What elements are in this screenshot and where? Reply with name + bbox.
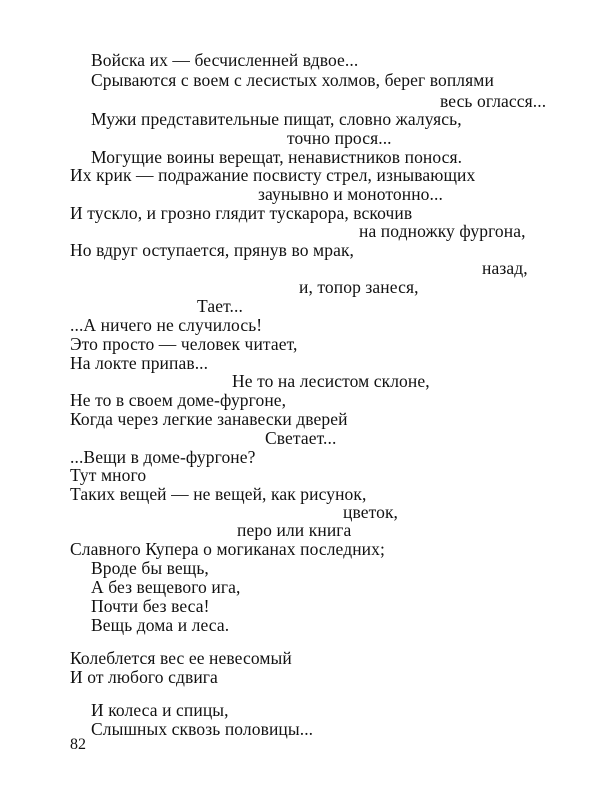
poem-line-34: И колеса и спицы, [91, 700, 229, 720]
poem-line-24: Таких вещей — не вещей, как рисунок, [70, 484, 367, 504]
poem-line-27: Славного Купера о могиканах последних; [70, 539, 385, 559]
poem-line-32: Колеблется вес ее невесомый [70, 648, 292, 668]
poem-line-6: Могущие воины верещат, ненавистников понося. [91, 147, 463, 167]
poem-line-19: Не то в своем доме-фургоне, [70, 390, 287, 410]
poem-line-10: на подножку фургона, [359, 221, 526, 241]
poem-line-25: цветок, [343, 502, 399, 522]
poem-line-17: На локте припав... [70, 353, 209, 373]
page-number: 82 [70, 736, 86, 753]
poem-line-4: Мужи представительные пищат, словно жалуясь, [91, 109, 462, 129]
poem-line-16: Это просто — человек читает, [70, 334, 298, 354]
poem-line-33: И от любого сдвига [70, 667, 218, 687]
poem-line-29: А без вещевого ига, [91, 577, 241, 597]
poem-line-31: Вещь дома и леса. [91, 615, 230, 635]
poem-line-8: заунывно и монотонно... [258, 184, 443, 204]
poem-line-18: Не то на лесистом склоне, [232, 371, 430, 391]
poem-line-22: ...Вещи в доме-фургоне? [70, 447, 256, 467]
poem-line-9: И тускло, и грозно глядит тускарора, вскочив [70, 203, 413, 223]
poem-line-26: перо или книга [237, 520, 352, 540]
poem-line-5: точно прося... [287, 128, 392, 148]
poem-line-13: и, топор занеся, [299, 277, 419, 297]
poem-line-15: ...А ничего не случилось! [70, 315, 263, 335]
poem-line-3: весь огласся... [440, 91, 547, 111]
poem-line-21: Светает... [265, 428, 337, 448]
poem-line-28: Вроде бы вещь, [91, 558, 209, 578]
poem-line-23: Тут много [70, 465, 147, 485]
poem-line-35: Слышных сквозь половицы... [91, 719, 314, 739]
poem-line-2: Срываются с воем с лесистых холмов, берег воплями [91, 70, 494, 90]
poem-line-20: Когда через легкие занавески дверей [70, 409, 348, 429]
poem-line-30: Почти без веса! [91, 596, 210, 616]
poem-line-11: Но вдруг оступается, прянув во мрак, [70, 240, 355, 260]
poem-line-12: назад, [482, 258, 528, 278]
poem-line-14: Тает... [197, 296, 243, 316]
poem-line-7: Их крик — подражание посвисту стрел, изнывающих [70, 165, 476, 185]
poem-line-1: Войска их — бесчисленней вдвое... [91, 50, 359, 70]
